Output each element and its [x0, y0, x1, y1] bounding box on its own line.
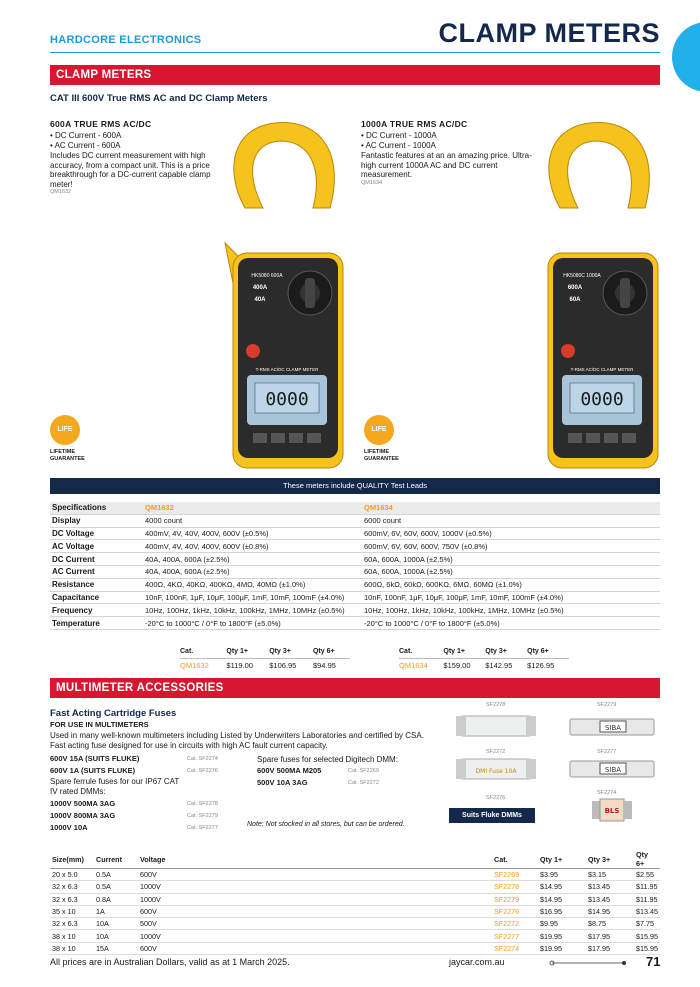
fuse-cat-cell: SF2278	[492, 881, 538, 893]
fuse-cell: $13.45	[586, 893, 634, 905]
fuse-cat-cell: SF2272	[492, 918, 538, 930]
fuse-image-cat: SF2278	[486, 702, 506, 708]
footer-note: All prices are in Australian Dollars, valid as at 1 March 2025.	[50, 957, 290, 967]
fuse-cell: $2.55	[634, 869, 660, 881]
fuse-image	[456, 712, 536, 740]
footer-decoration	[548, 958, 628, 968]
spec-value: 600mV, 6V, 60V, 600V, 750V (±0.8%)	[362, 540, 660, 553]
fuse-image-cat: SF2279	[597, 702, 617, 708]
fuse-cell: 32 x 6.3	[50, 918, 94, 930]
clamp-meter-qm1632-image	[205, 113, 355, 473]
fuse-cell: $16.95	[538, 905, 586, 917]
price-header: Qty 3+	[485, 645, 527, 659]
spec-value: 10Hz, 100Hz, 1kHz, 10kHz, 100kHz, 1MHz, 10MHz (±0.5%)	[362, 604, 660, 617]
fuse-header: Size(mm)	[50, 850, 94, 869]
fuse-cell: 600V	[138, 942, 492, 954]
fuse-image	[592, 797, 632, 823]
fuse-cell: $11.95	[634, 881, 660, 893]
lifetime-badge-icon: LIFE	[50, 415, 80, 445]
fuse-cell: 15A	[94, 942, 138, 954]
price-value: $94.95	[312, 661, 336, 670]
fuse-item: 1000V 800MA 3AG	[50, 811, 116, 820]
fuse-cell: $19.95	[538, 930, 586, 942]
price-value: $126.95	[527, 661, 555, 670]
footer-site-link[interactable]: jaycar.com.au	[449, 957, 505, 967]
fuse-cell: $9.95	[538, 918, 586, 930]
product-cat: QM1634	[361, 179, 383, 186]
price-table-qm1632	[180, 645, 350, 672]
spec-value: 10nF, 100nF, 1μF, 10μF, 100μF, 1mF, 10mF, 100mF (±4.0%)	[362, 591, 660, 604]
fuse-cell: 500V	[138, 918, 492, 930]
fuse-header: Cat.	[492, 850, 538, 869]
spec-label: Capacitance	[50, 591, 143, 604]
meter-model: HK5080C 1000A	[563, 273, 601, 279]
spec-value: 400Ω, 4KΩ, 40KΩ, 400KΩ, 4MΩ, 40MΩ (±1.0%)	[143, 578, 362, 591]
product-cat: QM1632	[50, 189, 72, 195]
lifetime-badge-icon: LIFE	[364, 415, 394, 445]
clamp-meters-banner: CLAMP METERS	[50, 65, 660, 85]
fuse-cell: $14.95	[586, 905, 634, 917]
spec-row	[50, 617, 660, 630]
spec-label: AC Voltage	[50, 540, 143, 553]
fuse-cell: 20 x 5.0	[50, 869, 94, 881]
fuse-item-cat: Cat. SF2279	[187, 813, 218, 819]
product-title: 1000A TRUE RMS AC/DC	[361, 119, 468, 129]
fuse-cell: 1000V	[138, 930, 492, 942]
digitech-text: Spare fuses for selected Digitech DMM:	[257, 755, 398, 764]
fuse-cell: $14.95	[538, 881, 586, 893]
product-title: 600A TRUE RMS AC/DC	[50, 119, 152, 129]
fuse-table	[50, 850, 660, 955]
fuse-header: Voltage	[138, 850, 492, 869]
fuse-title: Fast Acting Cartridge Fuses	[50, 708, 177, 719]
fuse-row	[50, 942, 660, 954]
price-header: Qty 6+	[527, 645, 569, 659]
product-qm1632	[50, 119, 225, 195]
fuse-cell: $13.45	[634, 905, 660, 917]
spec-value: 40A, 400A, 600A (±2.5%)	[143, 565, 362, 578]
fuse-row	[50, 881, 660, 893]
price-header-row	[399, 645, 569, 659]
lifetime-guarantee-label: LIFETIME GUARANTEE	[50, 449, 85, 462]
fuse-cell: 0.8A	[94, 893, 138, 905]
spec-value: 600mV, 6V, 60V, 600V, 1000V (±0.5%)	[362, 527, 660, 540]
fuse-image	[568, 758, 656, 780]
product-description: Includes DC current measurement with high accuracy, from a compact unit. This is a price breakthrough for a DC-current capable clamp meter!	[50, 151, 211, 189]
fuse-cell: 38 x 10	[50, 942, 94, 954]
spec-table	[50, 502, 660, 630]
price-value: $159.00	[443, 661, 471, 670]
lifetime-guarantee-label: LIFETIME GUARANTEE	[364, 449, 399, 462]
fuse-image-cat: SF2272	[486, 749, 506, 755]
header-rule	[50, 52, 660, 53]
fuse-cell: $13.45	[586, 881, 634, 893]
spec-label: Display	[50, 514, 143, 527]
fuse-cell: 0.5A	[94, 881, 138, 893]
price-header: Qty 1+	[443, 645, 485, 659]
fuse-item-cat: Cat. SF2277	[187, 825, 218, 831]
bullet: • DC Current - 1000A	[361, 131, 536, 141]
spec-value: 400mV, 4V, 40V, 400V, 600V (±0.5%)	[143, 527, 362, 540]
bullet: • DC Current - 600A	[50, 131, 225, 141]
spec-value: 10nF, 100nF, 1μF, 10μF, 100μF, 1mF, 10mF, 100mF (±4.0%)	[143, 591, 362, 604]
stock-note: Note: Not stocked in all stores, but can be ordered.	[247, 821, 405, 828]
fuse-cell: 32 x 6.3	[50, 881, 94, 893]
fuse-cat-cell: SF2274	[492, 942, 538, 954]
fuse-item-cat: Cat. SF2276	[187, 768, 218, 774]
fuse-intro: Used in many well-known multimeters including Listed by Underwriters Laboratories and certified by CSA. Fast acting fuse designed for use in circuits with high AC fault current capacity.	[50, 731, 424, 750]
fuse-subtitle: FOR USE IN MULTIMETERS	[50, 720, 149, 729]
spec-label: DC Current	[50, 553, 143, 566]
fuse-cell: $17.95	[586, 942, 634, 954]
fuse-row	[50, 869, 660, 881]
meter-model: HK5080 600A	[251, 273, 283, 279]
clamp-subtitle: CAT III 600V True RMS AC and DC Clamp Meters	[50, 93, 268, 104]
spec-row	[50, 540, 660, 553]
fuse-image-cat: SF2274	[597, 790, 617, 796]
fuse-cell: 600V	[138, 869, 492, 881]
fuse-cell: 1000V	[138, 881, 492, 893]
spec-row	[50, 565, 660, 578]
price-cat: QM1634	[399, 661, 428, 670]
spec-value: 40A, 400A, 600A (±2.5%)	[143, 553, 362, 566]
meter-range-2: 40A	[254, 297, 266, 303]
fuse-row	[50, 893, 660, 905]
fuse-image	[456, 756, 536, 782]
fuse-cell: $14.95	[538, 893, 586, 905]
fuse-item: 600V 15A (SUITS FLUKE)	[50, 754, 140, 763]
spec-header: Specifications	[50, 502, 143, 514]
price-header-row	[180, 645, 350, 659]
spec-value: 10Hz, 100Hz, 1kHz, 10kHz, 100kHz, 1MHz, 10MHz (±0.5%)	[143, 604, 362, 617]
fuse-header: Current	[94, 850, 138, 869]
spec-label: DC Voltage	[50, 527, 143, 540]
meter-range: 400A	[252, 285, 268, 291]
fuse-item: 500V 10A 3AG	[257, 778, 308, 787]
fuse-cat-cell: SF2279	[492, 893, 538, 905]
fuse-cat-cell: SF2277	[492, 930, 538, 942]
price-header: Qty 1+	[226, 645, 269, 659]
fuse-marking: DMI Fuse 10A	[475, 768, 517, 775]
meter-label: T-RMS AC/DC CLAMP METER	[570, 367, 634, 372]
fuse-cell: 10A	[94, 918, 138, 930]
price-row	[399, 659, 569, 673]
price-value: $119.00	[226, 661, 253, 670]
spec-value: 600Ω, 6kΩ, 60kΩ, 600KΩ, 6MΩ, 60MΩ (±1.0%)	[362, 578, 660, 591]
spec-value: -20°C to 1000°C / 0°F to 1800°F (±5.0%)	[362, 617, 660, 630]
fuse-cell: $15.95	[634, 942, 660, 954]
spec-label: AC Current	[50, 565, 143, 578]
price-row	[180, 659, 350, 673]
spec-label: Frequency	[50, 604, 143, 617]
meter-display-digits: 0000	[580, 389, 624, 410]
spec-row	[50, 604, 660, 617]
meter-range-2: 60A	[569, 297, 581, 303]
page-title: CLAMP METERS	[438, 18, 660, 48]
spec-value: 60A, 600A, 1000A (±2.5%)	[362, 553, 660, 566]
product-description: Fantastic features at an an amazing price. Ultra-high current 1000A AC and DC current measurement.	[361, 151, 532, 179]
fuse-image-cat: SF2277	[597, 749, 617, 755]
fuse-cat-cell: SF2269	[492, 869, 538, 881]
price-value: $142.95	[485, 661, 513, 670]
fuse-brand-label: SIBA	[604, 766, 622, 774]
spec-row	[50, 578, 660, 591]
fuse-cell: 32 x 6.3	[50, 893, 94, 905]
fuse-row	[50, 918, 660, 930]
fuse-cell: $8.75	[586, 918, 634, 930]
fuse-row	[50, 905, 660, 917]
fuse-cell: $19.95	[538, 942, 586, 954]
fuse-item: 600V 1A (SUITS FLUKE)	[50, 766, 136, 775]
fuse-cell: 35 x 10	[50, 905, 94, 917]
fuse-cell: $15.95	[634, 930, 660, 942]
meter-range: 600A	[567, 285, 583, 291]
spec-header-row	[50, 502, 660, 514]
fuse-marking-bls: BLS	[604, 807, 620, 815]
bullet: • AC Current - 600A	[50, 141, 225, 151]
fuse-item-cat: Cat. SF2272	[348, 780, 379, 786]
fuse-cell: 1000V	[138, 893, 492, 905]
price-value: $106.95	[269, 661, 297, 670]
spec-value: 60A, 600A, 1000A (±2.5%)	[362, 565, 660, 578]
spec-header: QM1632	[143, 502, 362, 514]
fuse-cell: 10A	[94, 930, 138, 942]
fuse-cell: $3.95	[538, 869, 586, 881]
fuse-item: 1000V 10A	[50, 823, 88, 832]
price-header: Cat.	[399, 645, 443, 659]
spec-header: QM1634	[362, 502, 660, 514]
fuse-cell: $17.95	[586, 930, 634, 942]
meter-label: T-RMS AC/DC CLAMP METER	[255, 367, 319, 372]
product-bullets	[361, 131, 536, 151]
price-header: Qty 3+	[269, 645, 313, 659]
page-number: 71	[646, 954, 661, 969]
spec-value: -20°C to 1000°C / 0°F to 1800°F (±5.0%)	[143, 617, 362, 630]
spec-row	[50, 553, 660, 566]
spec-label: Temperature	[50, 617, 143, 630]
spec-row	[50, 527, 660, 540]
fuse-item-cat: Cat. SF2269	[348, 768, 379, 774]
fuse-header: Qty 1+	[538, 850, 586, 869]
fuse-cell: 1A	[94, 905, 138, 917]
fuse-image-cat: SF2276	[486, 795, 506, 801]
price-header: Cat.	[180, 645, 226, 659]
test-leads-bar: These meters include QUALITY Test Leads	[50, 478, 660, 494]
bullet: • AC Current - 1000A	[361, 141, 536, 151]
fuse-item: 1000V 500MA 3AG	[50, 799, 116, 808]
fuse-header: Qty 3+	[586, 850, 634, 869]
fuse-cell: 38 x 10	[50, 930, 94, 942]
fuse-item-cat: Cat. SF2278	[187, 801, 218, 807]
price-header: Qty 6+	[313, 645, 350, 659]
fuse-header: Qty 6+	[634, 850, 660, 869]
clamp-meter-qm1634-image	[520, 113, 670, 473]
product-qm1634	[361, 119, 536, 186]
spec-value: 4000 count	[143, 514, 362, 527]
fuse-row	[50, 930, 660, 942]
product-bullets	[50, 131, 225, 151]
spec-value: 400mV, 4V, 40V, 400V, 600V (±0.8%)	[143, 540, 362, 553]
ferrule-text: Spare ferrule fuses for our IP67 CAT IV rated DMMs:	[50, 777, 180, 796]
fuse-cell: 0.5A	[94, 869, 138, 881]
fuse-image	[568, 716, 656, 738]
fuse-cell: $7.75	[634, 918, 660, 930]
price-table-qm1634	[399, 645, 569, 672]
fuse-item: 600V 500MA M205	[257, 766, 322, 775]
fuse-cell: $11.95	[634, 893, 660, 905]
fuse-cell: 600V	[138, 905, 492, 917]
meter-display-digits: 0000	[265, 389, 309, 410]
accessories-banner: MULTIMETER ACCESSORIES	[50, 678, 660, 698]
fuse-item-cat: Cat. SF2274	[187, 756, 218, 762]
fuse-brand-label: SIBA	[604, 724, 622, 732]
fuse-cell: $3.15	[586, 869, 634, 881]
fuse-header-row	[50, 850, 660, 869]
price-cat: QM1632	[180, 661, 209, 670]
decorative-bubble	[672, 22, 700, 92]
fuse-cat-cell: SF2276	[492, 905, 538, 917]
spec-row	[50, 591, 660, 604]
brand-label: HARDCORE ELECTRONICS	[50, 34, 202, 46]
spec-row	[50, 514, 660, 527]
spec-label: Resistance	[50, 578, 143, 591]
suits-fluke-badge: Suits Fluke DMMs	[449, 808, 535, 823]
spec-value: 6000 count	[362, 514, 660, 527]
